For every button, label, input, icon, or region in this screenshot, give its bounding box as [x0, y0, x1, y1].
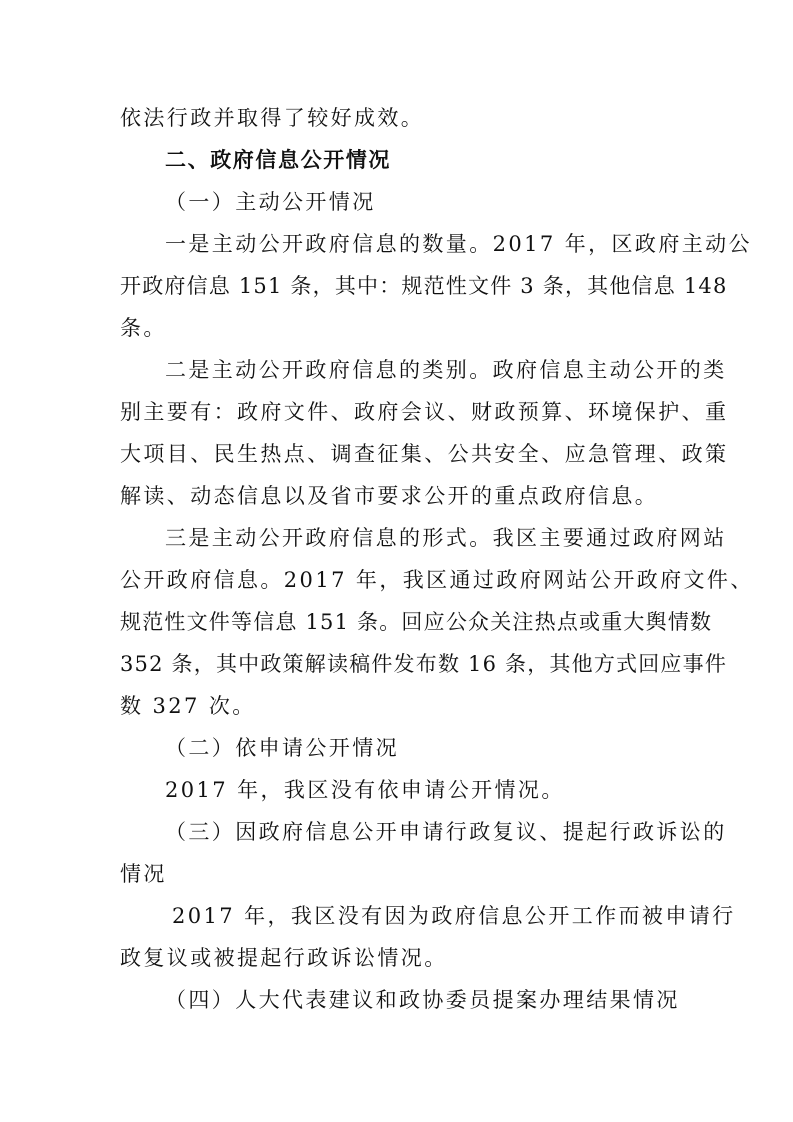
paragraph-line: 解读、动态信息以及省市要求公开的重点政府信息。	[120, 484, 659, 508]
paragraph-line: 别主要有：政府文件、政府会议、财政预算、环境保护、重	[120, 400, 729, 424]
paragraph-line: 2017 年，我区没有依申请公开情况。	[165, 778, 565, 802]
paragraph-line: 公开政府信息。2017 年，我区通过政府网站公开政府文件、	[120, 568, 754, 592]
paragraph-line: 开政府信息 151 条，其中：规范性文件 3 条，其他信息 148	[120, 274, 728, 298]
subsection-heading-continued: 情况	[120, 862, 167, 886]
paragraph-line: 大项目、民生热点、调查征集、公共安全、应急管理、政策	[120, 442, 729, 466]
subsection-heading: （二）依申请公开情况	[165, 736, 399, 760]
paragraph-line: 2017 年，我区没有因为政府信息公开工作而被申请行	[172, 904, 736, 928]
subsection-heading: （四）人大代表建议和政协委员提案办理结果情况	[165, 988, 680, 1012]
paragraph-line: 二是主动公开政府信息的类别。政府信息主动公开的类	[165, 358, 727, 382]
paragraph-line: 一是主动公开政府信息的数量。2017 年，区政府主动公	[165, 232, 752, 256]
paragraph-line: 352 条，其中政策解读稿件发布数 16 条，其他方式回应事件	[120, 652, 728, 676]
subsection-heading: （一）主动公开情况	[165, 190, 376, 214]
section-heading: 二、政府信息公开情况	[165, 148, 391, 172]
paragraph-line: 规范性文件等信息 151 条。回应公众关注热点或重大舆情数	[120, 610, 713, 634]
paragraph-line: 数 327 次。	[120, 694, 256, 718]
paragraph-line: 三是主动公开政府信息的形式。我区主要通过政府网站	[165, 526, 727, 550]
paragraph-line: 依法行政并取得了较好成效。	[120, 106, 425, 130]
paragraph-line: 政复议或被提起行政诉讼情况。	[120, 946, 448, 970]
subsection-heading: （三）因政府信息公开申请行政复议、提起行政诉讼的	[165, 820, 727, 844]
paragraph-line: 条。	[120, 316, 167, 340]
